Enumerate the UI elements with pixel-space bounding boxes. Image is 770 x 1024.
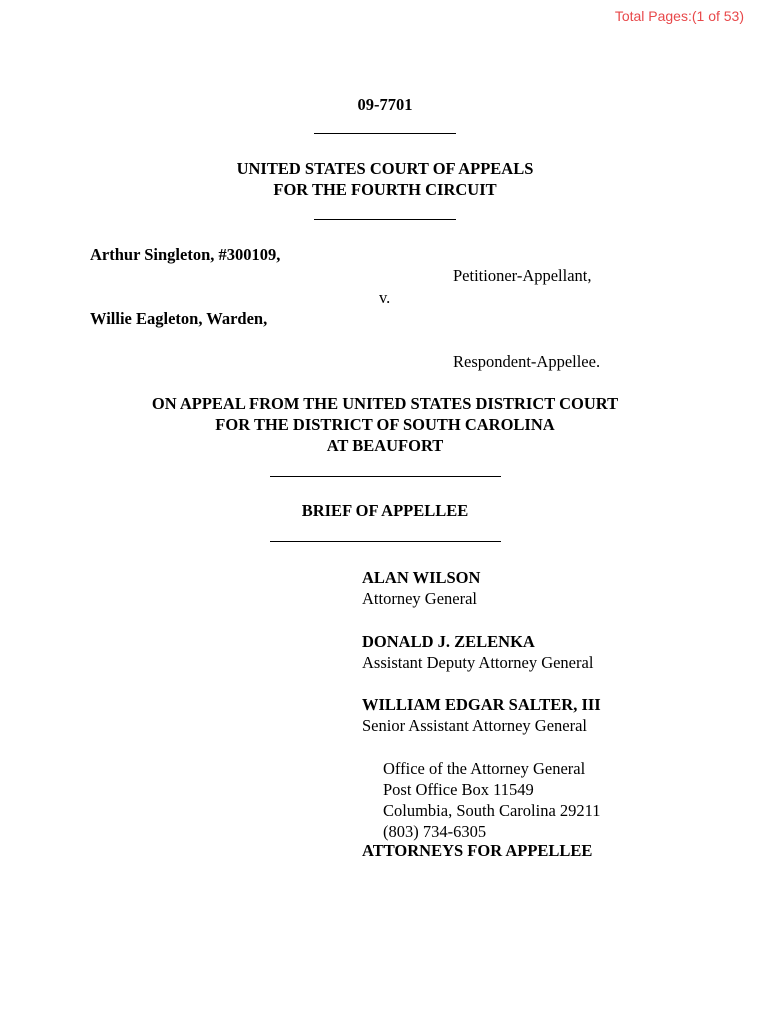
counsel-block-1: [362, 567, 480, 609]
court-name-line2: FOR THE FOURTH CIRCUIT: [273, 180, 497, 199]
respondent-role: Respondent-Appellee.: [453, 352, 601, 371]
appeal-line3: AT BEAUFORT: [326, 436, 444, 455]
total-pages-indicator: Total Pages:(1 of 53): [614, 8, 744, 24]
office-address: [383, 758, 601, 842]
brief-title: BRIEF OF APPELLEE: [301, 501, 469, 520]
appeal-line1: ON APPEAL FROM THE UNITED STATES DISTRICT COURT: [151, 394, 619, 413]
divider-rule: [314, 133, 456, 134]
appeal-line2: FOR THE DISTRICT OF SOUTH CAROLINA: [215, 415, 555, 434]
case-number: 09-7701: [357, 95, 413, 114]
court-name-line1: UNITED STATES COURT OF APPEALS: [236, 159, 534, 178]
counsel-name: DONALD J. ZELENKA: [362, 632, 535, 651]
office-phone: (803) 734-6305: [383, 822, 487, 841]
counsel-title: Attorney General: [362, 589, 477, 608]
office-po-box: Post Office Box 11549: [383, 780, 534, 799]
petitioner-role: Petitioner-Appellant,: [453, 266, 592, 285]
attorneys-for-label: ATTORNEYS FOR APPELLEE: [362, 841, 593, 860]
office-name: Office of the Attorney General: [383, 759, 586, 778]
respondent-name: Willie Eagleton, Warden,: [90, 309, 268, 328]
counsel-title: Senior Assistant Attorney General: [362, 716, 588, 735]
counsel-block-3: [362, 694, 601, 736]
petitioner-name: Arthur Singleton, #300109,: [90, 245, 281, 264]
counsel-block-2: [362, 631, 593, 673]
divider-rule: [270, 541, 501, 542]
divider-rule: [314, 219, 456, 220]
versus-label: v.: [379, 288, 391, 307]
divider-rule: [270, 476, 501, 477]
office-city: Columbia, South Carolina 29211: [383, 801, 601, 820]
counsel-name: ALAN WILSON: [362, 568, 481, 587]
counsel-title: Assistant Deputy Attorney General: [362, 653, 594, 672]
counsel-name: WILLIAM EDGAR SALTER, III: [362, 695, 601, 714]
